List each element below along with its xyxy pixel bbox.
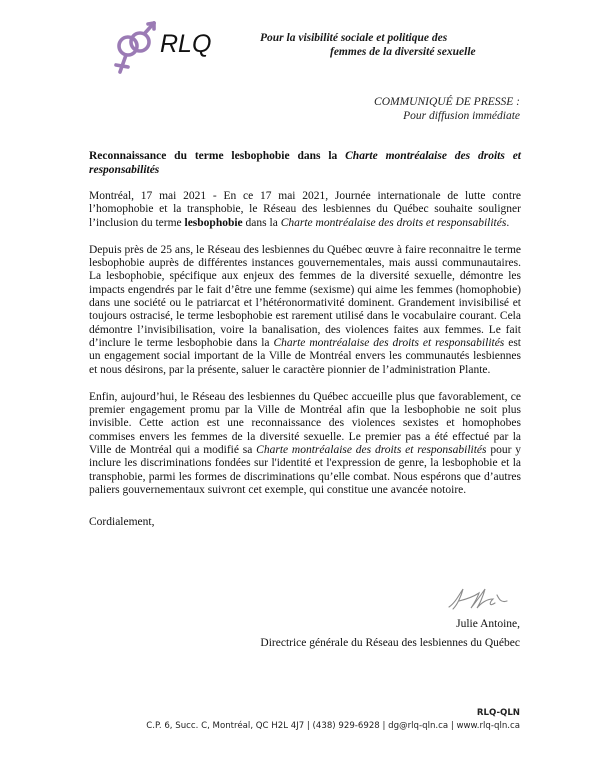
paragraph-1: Montréal, 17 mai 2021 - En ce 17 mai 2021, Journée internationale de lutte contre l’homophobie et la transphobie, le Réseau des lesbiennes du Québec souhaite souligner l’inclusion du terme lesbophobie dans la Charte montréalaise des droits et responsabilités. <box>89 190 521 229</box>
rlq-logo <box>106 20 226 78</box>
press-label <box>374 96 520 123</box>
footer <box>146 707 520 733</box>
tagline <box>230 31 514 59</box>
title-charter: Charte montréalaise des droits et responsabilités <box>89 150 521 176</box>
signer-name: Julie Antoine, <box>456 618 520 630</box>
keyword-lesbophobie: lesbophobie <box>184 216 243 229</box>
signer-block <box>260 617 520 650</box>
press-line-1: COMMUNIQUÉ DE PRESSE : <box>374 96 520 108</box>
paragraph-3: Enfin, aujourd’hui, le Réseau des lesbiennes du Québec accueille plus que favorablement, ce premier engagement promu par la Ville de Montréal afin que la lesbophobie ne soit plus invisible. Cette action est une reconnaissance des violences sexistes et homophobes commises envers les femmes de la diversité sexuelle. Le premier pas a été effectué par la Ville de Montréal qui a modifié sa Charte montréalaise des droits et responsabilités pour y inclure les discriminations fondées sur l'identité et l'expression de genre, la lesbophobie et la transphobie, parmi les formes de discriminations qu’elle combat. Nous espérons que d’autres paliers gouvernementaux suivront cet exemple, qui constitue une avancée notoire. <box>89 390 521 496</box>
document-body <box>89 190 521 543</box>
press-line-2: Pour diffusion immédiate <box>403 109 520 122</box>
closing: Cordialement, <box>89 516 155 529</box>
document-title: Reconnaissance du terme lesbophobie dans la Charte montréalaise des droits et responsabilités <box>89 150 521 176</box>
footer-address: C.P. 6, Succ. C, Montréal, QC H2L 4J7 | (438) 929-6928 | dg@rlq-qln.ca | www.rlq-qln.ca <box>146 721 520 731</box>
tagline-line-2: femmes de la diversité sexuelle <box>330 46 476 58</box>
tagline-line-1: Pour la visibilité sociale et politique des <box>260 32 448 44</box>
paragraph-2: Depuis près de 25 ans, le Réseau des lesbiennes du Québec œuvre à faire reconnaitre le terme lesbophobie auprès de différentes instances gouvernementales, mais aussi communautaires. La lesbophobie, spécifique aux enjeux des femmes de la diversité sexuelle, démontre les impacts engendrés par le fait d’être une femme (sexisme) qui aime les femmes (homophobie) dans une société ou le patriarcat et l’hétéronormativité dominent. Grandement invisibilisé et toujours ostracisé, le terme lesbophobie est rarement utilisé dans le vocabulaire courant. Cela démontre l’invisibilisation, voire la banalisation, des violences faites aux femmes. Le fait d’inclure le terme lesbophobie dans la Charte montréalaise des droits et responsabilités est un engagement social important de la Ville de Montréal envers les communautés lesbiennes et nous désirons, par la présente, saluer le caractère pionnier de l’administration Plante. <box>89 243 521 376</box>
footer-org: RLQ-QLN <box>476 708 520 718</box>
handwritten-signature <box>445 585 515 611</box>
signer-role: Directrice générale du Réseau des lesbiennes du Québec <box>260 637 520 649</box>
logo-text: RLQ <box>160 30 212 58</box>
